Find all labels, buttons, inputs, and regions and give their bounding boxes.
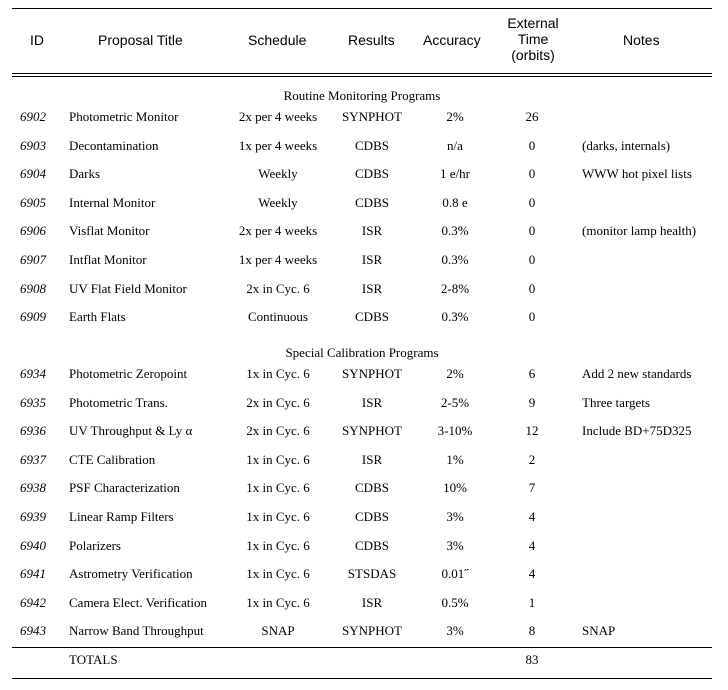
cell-results: ISR: [361, 223, 383, 238]
cell-results: CDBS: [355, 480, 389, 495]
cell-results: CDBS: [355, 538, 389, 553]
cell-external-time: 8: [528, 623, 536, 638]
table-row: [0, 365, 728, 383]
table-row: [0, 108, 728, 126]
table-row: [0, 451, 728, 469]
cell-notes: SNAP: [582, 623, 616, 638]
cell-external-time: 0: [528, 195, 536, 210]
cell-external-time: 7: [528, 480, 536, 495]
cell-results: ISR: [361, 452, 383, 467]
cell-schedule: 1x in Cyc. 6: [246, 538, 310, 553]
cell-accuracy: 0.3%: [441, 223, 469, 238]
cell-id: 6934: [20, 366, 46, 381]
cell-notes: Three targets: [582, 395, 650, 410]
table-row: [0, 622, 728, 640]
cell-id: 6935: [20, 395, 46, 410]
cell-title: Astrometry Verification: [69, 566, 193, 581]
cell-external-time: 9: [528, 395, 536, 410]
cell-external-time: 12: [525, 423, 539, 438]
table-row: [0, 479, 728, 497]
totals-label: TOTALS: [69, 652, 118, 667]
table-row: [0, 422, 728, 440]
cell-results: STSDAS: [347, 566, 397, 581]
cell-title: CTE Calibration: [69, 452, 156, 467]
cell-accuracy: 2%: [446, 109, 464, 124]
table-row: [0, 537, 728, 555]
cell-accuracy: 2-8%: [440, 281, 470, 296]
cell-results: CDBS: [355, 509, 389, 524]
cell-title: Internal Monitor: [69, 195, 156, 210]
cell-schedule: 1x in Cyc. 6: [246, 595, 310, 610]
cell-title: UV Throughput & Ly α: [69, 423, 193, 438]
cell-schedule: 2x per 4 weeks: [238, 109, 318, 124]
table-row: [0, 137, 728, 155]
cell-schedule: 2x per 4 weeks: [238, 223, 318, 238]
cell-external-time: 0: [528, 166, 536, 181]
cell-results: SYNPHOT: [342, 366, 402, 381]
cell-results: ISR: [361, 252, 383, 267]
cell-accuracy: 3%: [446, 509, 464, 524]
table-row: [0, 165, 728, 183]
cell-accuracy: 10%: [443, 480, 467, 495]
cell-external-time: 4: [528, 509, 536, 524]
cell-external-time: 1: [528, 595, 536, 610]
col-header-title: Proposal Title: [98, 32, 183, 48]
col-header-results: Results: [348, 32, 395, 48]
cell-notes: Include BD+75D325: [582, 423, 692, 438]
cell-accuracy: n/a: [447, 138, 463, 153]
table-row: [0, 565, 728, 583]
cell-schedule: 1x in Cyc. 6: [246, 366, 310, 381]
table-row: [0, 394, 728, 412]
cell-title: Decontamination: [69, 138, 159, 153]
cell-accuracy: 0.01˝: [441, 566, 469, 581]
col-header-external-time-line-2: Time: [517, 31, 549, 47]
table-row: [0, 594, 728, 612]
cell-title: UV Flat Field Monitor: [69, 281, 187, 296]
cell-title: Linear Ramp Filters: [69, 509, 174, 524]
cell-accuracy: 0.5%: [441, 595, 469, 610]
cell-id: 6943: [20, 623, 46, 638]
cell-title: PSF Characterization: [69, 480, 180, 495]
totals-row: [0, 651, 728, 669]
cell-notes: (darks, internals): [582, 138, 671, 153]
cell-schedule: 2x in Cyc. 6: [246, 281, 310, 296]
cell-results: SYNPHOT: [342, 423, 402, 438]
cell-results: CDBS: [355, 195, 389, 210]
table-row: [0, 308, 728, 326]
bottom-rule: [12, 678, 712, 679]
cell-id: 6904: [20, 166, 46, 181]
col-header-accuracy: Accuracy: [423, 32, 481, 48]
cell-schedule: Continuous: [248, 309, 308, 324]
col-header-id: ID: [30, 32, 44, 48]
cell-schedule: 1x per 4 weeks: [238, 252, 318, 267]
cell-external-time: 4: [528, 538, 536, 553]
table-row: [0, 508, 728, 526]
cell-id: 6905: [20, 195, 46, 210]
cell-accuracy: 2%: [446, 366, 464, 381]
cell-id: 6907: [20, 252, 46, 267]
cell-id: 6938: [20, 480, 46, 495]
cell-notes: WWW hot pixel lists: [582, 166, 692, 181]
cell-schedule: 1x per 4 weeks: [238, 138, 318, 153]
cell-id: 6942: [20, 595, 46, 610]
cell-title: Photometric Monitor: [69, 109, 179, 124]
cell-id: 6936: [20, 423, 46, 438]
cell-accuracy: 0.3%: [441, 309, 469, 324]
cell-external-time: 0: [528, 223, 536, 238]
cell-id: 6902: [20, 109, 46, 124]
cell-id: 6908: [20, 281, 46, 296]
cell-schedule: 1x in Cyc. 6: [246, 566, 310, 581]
cell-notes: Add 2 new standards: [582, 366, 692, 381]
cell-title: Photometric Zeropoint: [69, 366, 188, 381]
header-rule-2: [12, 76, 712, 77]
cell-external-time: 26: [525, 109, 539, 124]
header-rule-1: [12, 73, 712, 74]
cell-id: 6937: [20, 452, 46, 467]
cell-external-time: 6: [528, 366, 536, 381]
cell-title: Darks: [69, 166, 101, 181]
cell-results: CDBS: [355, 309, 389, 324]
cell-accuracy: 3-10%: [437, 423, 473, 438]
col-header-external-time-line-1: External: [507, 15, 559, 31]
cell-accuracy: 1%: [446, 452, 464, 467]
cell-schedule: Weekly: [258, 195, 298, 210]
cell-title: Photometric Trans.: [69, 395, 168, 410]
cell-title: Intflat Monitor: [69, 252, 147, 267]
cell-external-time: 2: [528, 452, 536, 467]
cell-title: Narrow Band Throughput: [69, 623, 204, 638]
table-row: [0, 280, 728, 298]
cell-external-time: 0: [528, 138, 536, 153]
top-rule: [12, 8, 712, 9]
cell-schedule: Weekly: [258, 166, 298, 181]
table-row: [0, 222, 728, 240]
cell-title: Visflat Monitor: [69, 223, 150, 238]
cell-accuracy: 0.8 e: [442, 195, 468, 210]
col-header-external-time-line-3: (orbits): [511, 47, 555, 63]
cell-external-time: 0: [528, 281, 536, 296]
cell-results: ISR: [361, 395, 383, 410]
table-row: [0, 194, 728, 212]
cell-results: ISR: [361, 595, 383, 610]
cell-title: Earth Flats: [69, 309, 126, 324]
table-row: [0, 251, 728, 269]
cell-results: SYNPHOT: [342, 109, 402, 124]
cell-id: 6906: [20, 223, 46, 238]
cell-accuracy: 2-5%: [440, 395, 470, 410]
cell-results: CDBS: [355, 166, 389, 181]
cell-accuracy: 3%: [446, 623, 464, 638]
cell-id: 6941: [20, 566, 46, 581]
section-title: Routine Monitoring Programs: [283, 88, 441, 103]
cell-schedule: 2x in Cyc. 6: [246, 423, 310, 438]
col-header-notes: Notes: [623, 32, 660, 48]
cell-accuracy: 0.3%: [441, 252, 469, 267]
cell-title: Polarizers: [69, 538, 121, 553]
cell-accuracy: 3%: [446, 538, 464, 553]
cell-notes: (monitor lamp health): [582, 223, 697, 238]
cell-schedule: 1x in Cyc. 6: [246, 509, 310, 524]
cell-id: 6903: [20, 138, 46, 153]
cell-id: 6940: [20, 538, 46, 553]
cell-schedule: SNAP: [261, 623, 295, 638]
cell-schedule: 1x in Cyc. 6: [246, 480, 310, 495]
col-header-external-time: [500, 15, 566, 63]
section-title: Special Calibration Programs: [285, 345, 439, 360]
totals-time: 83: [525, 652, 539, 667]
cell-results: ISR: [361, 281, 383, 296]
cell-id: 6939: [20, 509, 46, 524]
col-header-schedule: Schedule: [248, 32, 307, 48]
cell-external-time: 0: [528, 309, 536, 324]
cell-external-time: 4: [528, 566, 536, 581]
cell-results: CDBS: [355, 138, 389, 153]
cell-accuracy: 1 e/hr: [440, 166, 470, 181]
cell-schedule: 2x in Cyc. 6: [246, 395, 310, 410]
cell-schedule: 1x in Cyc. 6: [246, 452, 310, 467]
totals-rule: [12, 647, 712, 648]
cell-id: 6909: [20, 309, 46, 324]
cell-results: SYNPHOT: [342, 623, 402, 638]
cell-title: Camera Elect. Verification: [69, 595, 208, 610]
cell-external-time: 0: [528, 252, 536, 267]
